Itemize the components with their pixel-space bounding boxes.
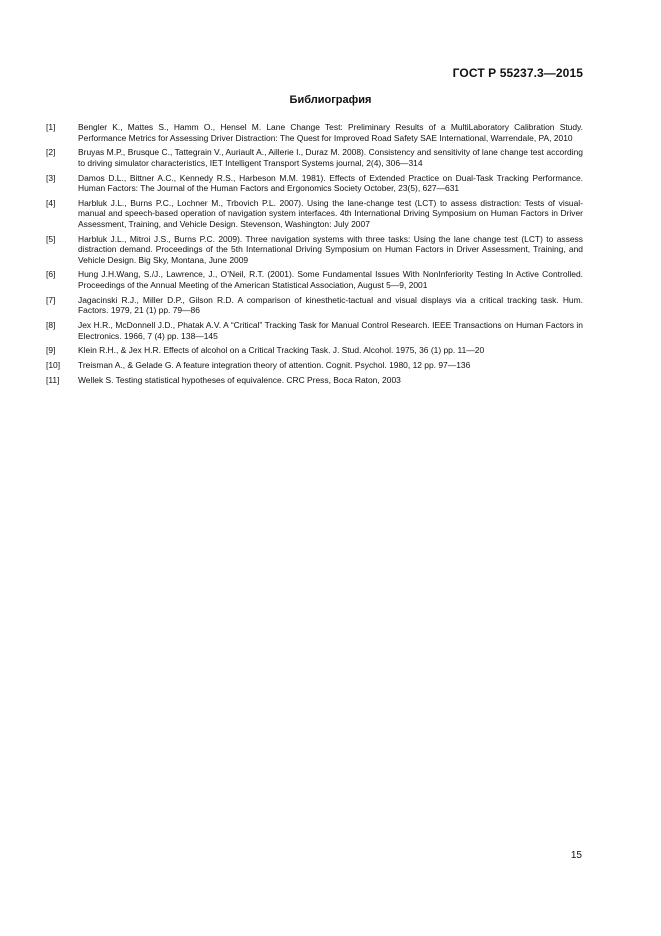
reference-number: [5] bbox=[46, 233, 56, 244]
reference-text: Bengler K., Mattes S., Hamm O., Hensel M. Lane Change Test: Preliminary Results of a MultiLaboratory Calibration Study. Performance Metrics for Assessing Driver Distraction: The Quest for Improved Road Safety SAE International, Warrendale, PA, 2010 bbox=[78, 122, 583, 143]
reference-text: Hung J.H.Wang, S./J., Lawrence, J., O’Neil, R.T. (2001). Some Fundamental Issues With NonInferiority Testing In Active Controlled. Proceedings of the Annual Meeting of the American Statistical Association, August 5—9, 2001 bbox=[78, 269, 583, 290]
reference-text: Harbluk J.L., Mitroi J.S., Burns P.C. 2009). Three navigation systems with three tasks: Using the lane change test (LCT) to assess distraction demand. Proceedings of the 5th International Driving Symposium on Human Factors in Driver Assessment, Training, and Vehicle Design. Big Sky, Montana, June 2009 bbox=[78, 233, 583, 265]
reference-number: [10] bbox=[46, 360, 61, 371]
page-number: 15 bbox=[570, 850, 582, 861]
reference-list bbox=[46, 122, 583, 390]
reference-text: Treisman A., & Gelade G. A feature integration theory of attention. Cognit. Psychol. 1980, 12 pp. 97—136 bbox=[78, 360, 471, 371]
reference-text: Bruyas M.P., Brusque C., Tattegrain V., Auriault A., Aillerie I., Duraz M. 2008). Consistency and sensitivity of lane change test according to driving simulator characteristics, IET Intelligent Transport Systems journal, 2(4), 306—314 bbox=[78, 147, 583, 168]
reference-item bbox=[46, 295, 583, 316]
reference-number: [7] bbox=[46, 294, 56, 305]
reference-number: [9] bbox=[46, 345, 56, 356]
reference-text: Jex H.R., McDonnell J.D., Phatak A.V. A “Critical” Tracking Task for Manual Control Research. IEEE Transactions on Human Factors in Electronics. 1966, 7 (4) pp. 138—145 bbox=[78, 320, 583, 341]
reference-number: [1] bbox=[46, 122, 56, 132]
bibliography-title: Библиография bbox=[289, 94, 372, 106]
reference-number: [4] bbox=[46, 197, 56, 208]
reference-text: Klein R.H., & Jex H.R. Effects of alcohol on a Critical Tracking Task. J. Stud. Alcohol. 1975, 36 (1) pp. 11—20 bbox=[78, 345, 485, 356]
reference-number: [3] bbox=[46, 172, 56, 183]
reference-item bbox=[46, 122, 583, 143]
reference-text: Damos D.L., Bittner A.C., Kennedy R.S., Harbeson M.M. 1981). Effects of Extended Practice on Dual-Task Tracking Performance. Human Factors: The Journal of the Human Factors and Ergonomics Society October, 23(5), 627—631 bbox=[78, 172, 583, 194]
reference-number: [6] bbox=[46, 269, 56, 280]
reference-text: Harbluk J.L., Burns P.C., Lochner M., Trbovich P.L. 2007). Using the lane-change test (LCT) to assess distraction: Tests of visual-manual and speech-based operation of navigation system interfaces. 4th International Driving Symposium on Human Factors in Driver Assessment, Training, and Vehicle Design. Stevenson, Washington: July 2007 bbox=[78, 197, 583, 229]
reference-item bbox=[46, 198, 583, 230]
standard-header: ГОСТ Р 55237.3—2015 bbox=[452, 66, 583, 80]
reference-number: [11] bbox=[46, 374, 60, 385]
reference-text: Wellek S. Testing statistical hypotheses of equivalence. CRC Press, Boca Raton, 2003 bbox=[78, 374, 401, 385]
reference-number: [8] bbox=[46, 320, 56, 331]
reference-item bbox=[46, 234, 583, 266]
reference-item bbox=[46, 147, 583, 168]
reference-item bbox=[46, 320, 583, 341]
reference-text: Jagacinski R.J., Miller D.P., Gilson R.D. A comparison of kinesthetic-tactual and visual displays via a critical tracking task. Hum. Factors. 1979, 21 (1) pp. 79—86 bbox=[78, 294, 583, 316]
reference-item bbox=[46, 345, 583, 356]
reference-item bbox=[46, 269, 583, 290]
reference-item bbox=[46, 375, 583, 386]
reference-item bbox=[46, 173, 583, 194]
reference-item bbox=[46, 360, 583, 371]
reference-number: [2] bbox=[46, 147, 56, 158]
